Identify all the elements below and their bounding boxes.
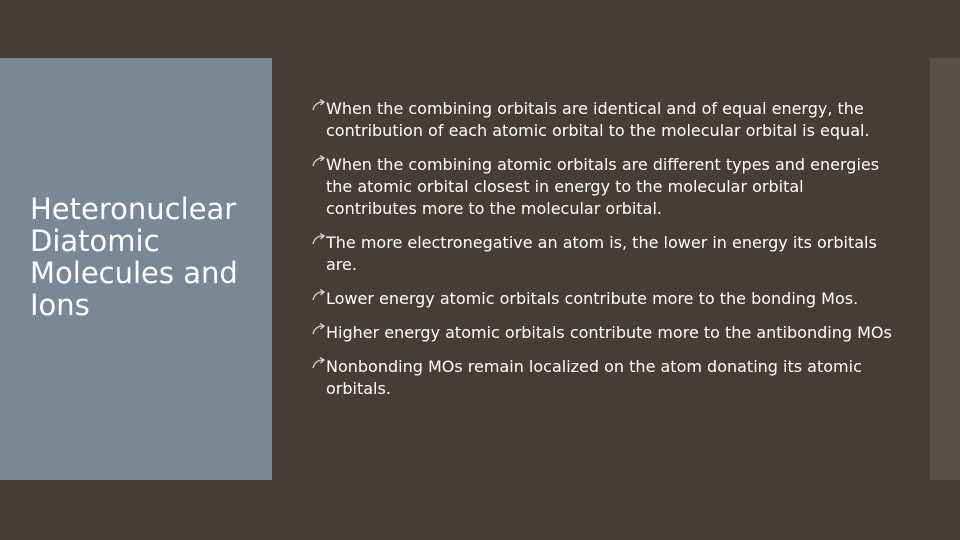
bullet-text: When the combining orbitals are identical and of equal energy, the contribution of each atomic orbital to the molecular orbital is equal. <box>326 99 870 140</box>
bullet-text: The more electronegative an atom is, the lower in energy its orbitals are. <box>326 233 877 274</box>
right-accent-strip <box>930 58 960 480</box>
bullet-text: Lower energy atomic orbitals contribute more to the bonding Mos. <box>326 289 859 308</box>
curved-arrow-icon <box>312 98 326 120</box>
bullet-text: When the combining atomic orbitals are different types and energies the atomic orbital closest in energy to the molecular orbital contributes more to the molecular orbital. <box>326 155 880 218</box>
bullet-item <box>312 288 892 310</box>
curved-arrow-icon <box>312 154 326 176</box>
bullet-text: Higher energy atomic orbitals contribute more to the antibonding MOs <box>326 323 892 342</box>
bullet-list <box>312 98 892 412</box>
bullet-item <box>312 154 892 220</box>
bullet-text: Nonbonding MOs remain localized on the atom donating its atomic orbitals. <box>326 357 862 398</box>
bullet-item <box>312 98 892 142</box>
curved-arrow-icon <box>312 322 326 344</box>
curved-arrow-icon <box>312 288 326 310</box>
bullet-item <box>312 356 892 400</box>
bullet-item <box>312 322 892 344</box>
bullet-item <box>312 232 892 276</box>
curved-arrow-icon <box>312 356 326 378</box>
slide-title: Heteronuclear Diatomic Molecules and Ions <box>30 192 238 322</box>
curved-arrow-icon <box>312 232 326 254</box>
